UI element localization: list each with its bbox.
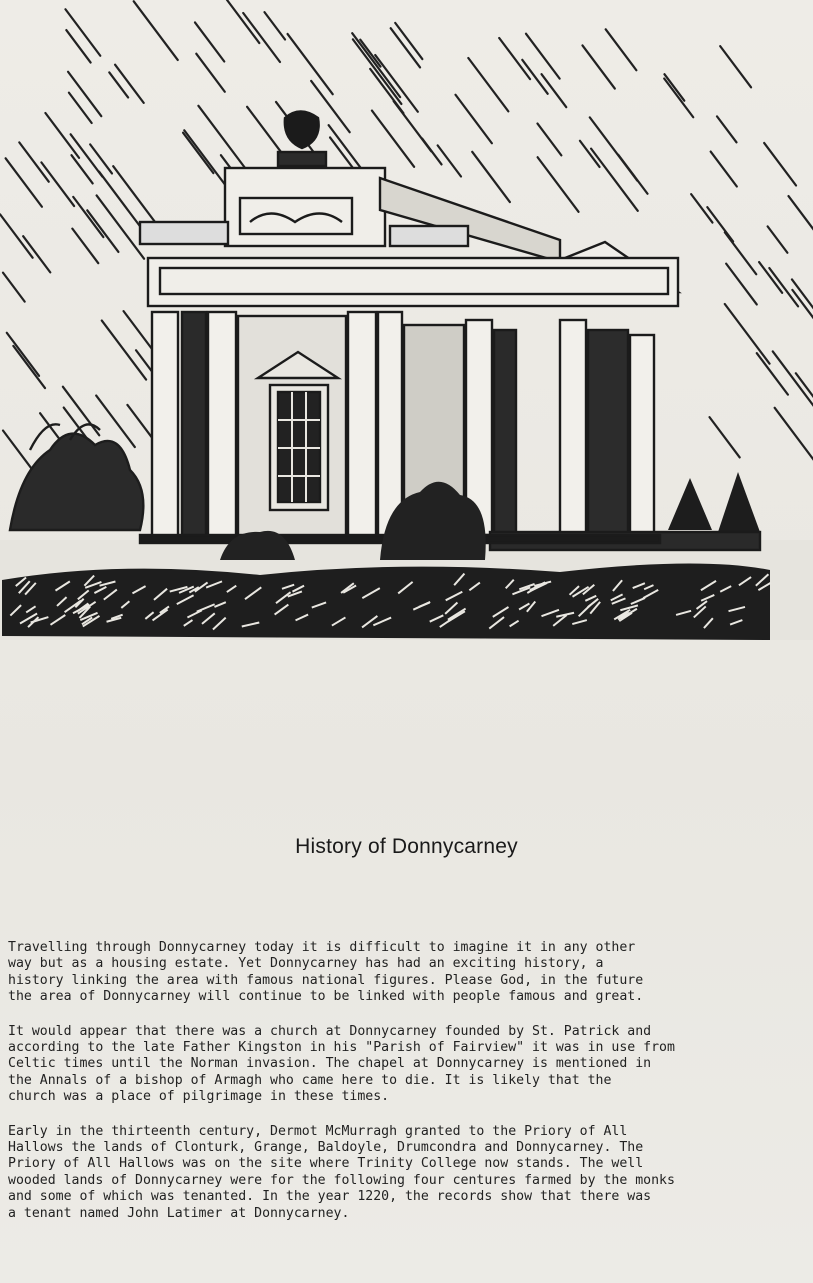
rain-stroke bbox=[606, 29, 637, 70]
rain-stroke bbox=[537, 124, 561, 156]
rain-stroke bbox=[183, 133, 213, 173]
rain-stroke bbox=[65, 9, 100, 55]
rain-stroke bbox=[709, 417, 739, 457]
rain-stroke bbox=[352, 33, 400, 97]
rain-stroke bbox=[717, 116, 736, 142]
rain-stroke bbox=[370, 69, 403, 113]
paragraph: It would appear that there was a church at Donnycarney founded by St. Patrick and according to the late Father Kingston in his "Parish of Fairview" it was in use from Celtic times until the Norman invasion. The chapel at Donnycarney is mentioned in the Annals of a bishop of Armagh who came here to die. It is likely that the church was a place of pilgrimage in these times. bbox=[8, 1023, 675, 1105]
rain-stroke bbox=[764, 143, 796, 186]
rain-stroke bbox=[438, 145, 461, 176]
rain-stroke bbox=[759, 262, 782, 293]
body-text bbox=[8, 940, 798, 1240]
document-title: History of Donnycarney bbox=[295, 835, 518, 858]
rain-stroke bbox=[7, 333, 39, 376]
rain-stroke bbox=[3, 273, 25, 302]
rain-stroke bbox=[23, 236, 50, 272]
rain-stroke bbox=[109, 72, 128, 97]
rain-stroke bbox=[538, 157, 579, 212]
paragraph: Travelling through Donnycarney today it is difficult to imagine it in any other way but as a housing estate. Yet Donnycarney has had an exciting history, a history linking the area with famous national figures. Please God, in the future the area of Donnycarney will continue to be linked with people famous and great. bbox=[8, 940, 644, 1005]
rain-stroke bbox=[243, 13, 280, 62]
rain-stroke bbox=[591, 149, 638, 211]
rain-stroke bbox=[13, 346, 45, 388]
building bbox=[140, 112, 760, 551]
rain-stroke bbox=[96, 396, 135, 447]
rain-stroke bbox=[580, 141, 600, 167]
rain-stroke bbox=[73, 197, 103, 237]
rain-stroke bbox=[788, 196, 813, 230]
rain-stroke bbox=[0, 214, 33, 257]
rain-stroke bbox=[720, 46, 751, 87]
rain-stroke bbox=[97, 195, 144, 258]
paragraph: Early in the thirteenth century, Dermot McMurragh granted to the Priory of All Hallows the lands of Clonturk, Grange, Baldoyle, Drumcondra and Donnycarney. The Priory of All Hallows was on the site where Trinity College now stands. The well wooded lands of Donnycarney were for the following four centures farmed by the monks and some of which was tenanted. In the year 1220, the records show that there was a tenant named John Latimer at Donnycarney. bbox=[8, 1123, 675, 1221]
rain-stroke bbox=[113, 166, 159, 228]
rain-stroke bbox=[711, 152, 737, 187]
rain-stroke bbox=[725, 304, 770, 364]
rain-stroke bbox=[288, 34, 333, 94]
rain-stroke bbox=[391, 28, 420, 67]
rain-stroke bbox=[468, 58, 508, 111]
rain-stroke bbox=[72, 229, 98, 264]
rain-stroke bbox=[590, 117, 637, 180]
rain-stroke bbox=[115, 65, 144, 103]
rain-stroke bbox=[196, 54, 225, 92]
rain-stroke bbox=[582, 45, 614, 88]
rain-stroke bbox=[90, 144, 112, 173]
rain-stroke bbox=[247, 107, 281, 153]
rain-stroke bbox=[102, 321, 146, 380]
rain-stroke bbox=[45, 113, 79, 158]
rain-stroke bbox=[472, 152, 510, 202]
rain-stroke bbox=[499, 38, 530, 79]
rain-stroke bbox=[775, 408, 813, 467]
rain-stroke bbox=[227, 0, 259, 43]
rain-stroke bbox=[768, 226, 788, 252]
rain-stroke bbox=[456, 95, 492, 143]
left-tree bbox=[10, 424, 143, 530]
rain-stroke bbox=[664, 78, 693, 117]
rain-stroke bbox=[66, 30, 90, 62]
rain-stroke bbox=[134, 1, 178, 60]
rain-stroke bbox=[792, 279, 813, 337]
right-conifers bbox=[668, 472, 760, 532]
rain-stroke bbox=[664, 74, 684, 100]
rain-stroke bbox=[769, 268, 798, 306]
rain-stroke bbox=[757, 353, 788, 394]
rain-stroke bbox=[41, 162, 74, 206]
rain-stroke bbox=[19, 142, 48, 181]
rain-stroke bbox=[68, 72, 101, 116]
rain-stroke bbox=[99, 172, 143, 230]
rain-stroke bbox=[353, 39, 401, 104]
rain-stroke bbox=[264, 12, 285, 39]
rain-stroke bbox=[195, 22, 224, 61]
rain-stroke bbox=[707, 207, 733, 241]
rain-stroke bbox=[184, 130, 226, 187]
